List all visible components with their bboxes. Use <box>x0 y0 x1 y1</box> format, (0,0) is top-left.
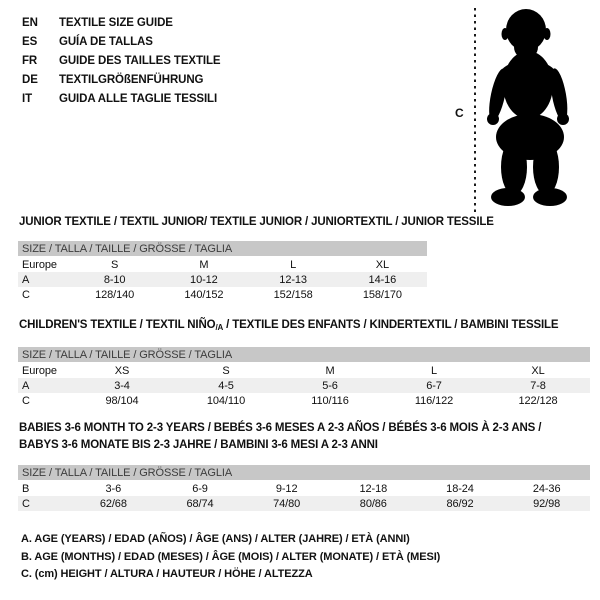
table-row-age <box>18 378 590 393</box>
row-label: C <box>22 497 30 510</box>
table-row-height <box>18 496 590 511</box>
cell: 122/128 <box>518 394 558 407</box>
cell: 5-6 <box>322 379 338 392</box>
table-row-age <box>18 272 427 287</box>
babies-title-line2: BABYS 3-6 MONATE BIS 2-3 JAHRE / BAMBINI 3-6 MESI A 2-3 ANNI <box>19 438 378 451</box>
note-age-months: B. AGE (MONTHS) / EDAD (MESES) / ÂGE (MOIS) / ALTER (MONATE) / ETÀ (MESI) <box>21 550 441 563</box>
table-row-europe <box>18 363 590 378</box>
cell: L <box>290 258 297 271</box>
cell: 86/92 <box>446 497 474 510</box>
cell: 74/80 <box>273 497 301 510</box>
cell: S <box>222 364 230 377</box>
table-row-europe <box>18 257 427 272</box>
babies-size-table <box>18 465 590 511</box>
cell: 152/158 <box>273 288 313 301</box>
cell: XL <box>531 364 545 377</box>
cell: M <box>325 364 335 377</box>
children-title-subscript: /A <box>215 323 224 332</box>
cell: 3-4 <box>114 379 130 392</box>
junior-size-table <box>18 241 427 302</box>
cell: 4-5 <box>218 379 234 392</box>
language-row-it <box>22 89 221 108</box>
language-title: TEXTILGRÖßENFÜHRUNG <box>59 73 204 86</box>
row-label: Europe <box>22 258 57 271</box>
row-label: C <box>22 288 30 301</box>
cell: XL <box>375 258 389 271</box>
language-title: TEXTILE SIZE GUIDE <box>59 16 173 29</box>
language-title: GUIDE DES TAILLES TEXTILE <box>59 54 221 67</box>
cell: 80/86 <box>359 497 387 510</box>
language-code: FR <box>22 54 38 67</box>
junior-table-title: JUNIOR TEXTILE / TEXTIL JUNIOR/ TEXTILE JUNIOR / JUNIORTEXTIL / JUNIOR TESSILE <box>19 216 494 228</box>
language-code: EN <box>22 16 38 29</box>
cell: XS <box>114 364 130 377</box>
row-label: B <box>22 482 30 495</box>
cell: 14-16 <box>368 273 397 286</box>
language-title: GUÍA DE TALLAS <box>59 35 153 48</box>
children-size-table <box>18 347 590 408</box>
language-title: GUIDA ALLE TAGLIE TESSILI <box>59 92 218 105</box>
height-measure-label: C <box>455 106 464 120</box>
cell: 116/122 <box>414 394 454 407</box>
cell: 24-36 <box>532 482 561 495</box>
cell: 62/68 <box>99 497 127 510</box>
size-header-bar: SIZE / TALLA / TAILLE / GRÖSSE / TAGLIA <box>18 241 427 256</box>
note-height-cm: C. (cm) HEIGHT / ALTURA / HAUTEUR / HÖHE / ALTEZZA <box>21 568 313 580</box>
row-label: A <box>22 273 30 286</box>
size-header-bar: SIZE / TALLA / TAILLE / GRÖSSE / TAGLIA <box>18 347 590 362</box>
cell: 10-12 <box>190 273 218 286</box>
cell: 6-7 <box>426 379 442 392</box>
cell: 98/104 <box>105 394 139 407</box>
language-row-es <box>22 32 221 51</box>
children-title-pre: CHILDREN'S TEXTILE / TEXTIL NIÑO <box>19 319 216 331</box>
baby-silhouette-icon <box>486 7 580 209</box>
babies-title-line1: BABIES 3-6 MONTH TO 2-3 YEARS / BEBÉS 3-6 MESES A 2-3 AÑOS / BÉBÉS 3-6 MOIS À 2-3 ANS / <box>19 422 542 434</box>
cell: 3-6 <box>105 482 122 495</box>
language-code: IT <box>22 92 33 105</box>
language-row-en <box>22 13 221 32</box>
cell: 7-8 <box>530 379 546 392</box>
children-table-title <box>19 319 558 332</box>
cell: 9-12 <box>275 482 298 495</box>
cell: 104/110 <box>206 394 246 407</box>
language-row-fr <box>22 51 221 70</box>
row-label: A <box>22 379 30 392</box>
table-row-months <box>18 481 590 496</box>
cell: 140/152 <box>184 288 224 301</box>
cell: 158/170 <box>362 288 402 301</box>
size-header-bar: SIZE / TALLA / TAILLE / GRÖSSE / TAGLIA <box>18 465 590 480</box>
cell: 110/116 <box>311 394 349 407</box>
cell: 18-24 <box>446 482 474 495</box>
row-label: Europe <box>22 364 57 377</box>
cell: 12-18 <box>359 482 388 495</box>
table-row-height <box>18 287 427 302</box>
children-title-post: / TEXTILE DES ENFANTS / KINDERTEXTIL / BAMBINI TESSILE <box>223 319 559 331</box>
cell: L <box>430 364 438 377</box>
cell: 12-13 <box>279 273 307 286</box>
language-list <box>22 13 221 108</box>
cell: 68/74 <box>186 497 214 510</box>
legend-notes <box>21 531 440 584</box>
cell: 8-10 <box>103 273 126 286</box>
table-row-height <box>18 393 590 408</box>
cell: 6-9 <box>192 482 208 495</box>
height-dotted-line <box>474 8 476 213</box>
language-row-de <box>22 70 221 89</box>
language-code: ES <box>22 35 38 48</box>
cell: 128/140 <box>95 288 135 301</box>
cell: 92/98 <box>533 497 561 510</box>
cell: S <box>111 258 119 271</box>
cell: M <box>199 258 209 271</box>
row-label: C <box>22 394 30 407</box>
babies-table-title <box>19 420 541 453</box>
language-code: DE <box>22 73 38 86</box>
note-age-years: A. AGE (YEARS) / EDAD (AÑOS) / ÂGE (ANS) / ALTER (JAHRE) / ETÀ (ANNI) <box>21 533 410 545</box>
